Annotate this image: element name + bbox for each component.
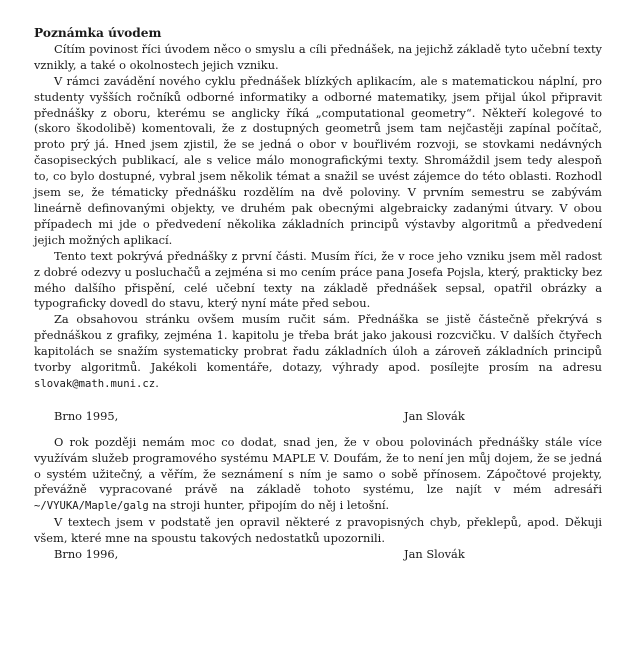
contact-text: Za obsahovou stránku ovšem musím ručit sám. Přednáška se jistě částečně překrývá s přednáškou z grafiky, zejména 1. kapitolu je třeba brát jako jakousi rozcvičku. V dalších čtyřech kapitolách se snažím systematicky probrat řadu základních úloh a zároveň základních principů tvorby algoritmů. Jakékoli komentáře, dotazy, výhrady apod. posílejte prosím na adresu: [34, 312, 602, 375]
intro-paragraph-3: Tento text pokrývá přednášky z první části. Musím říci, že v roce jeho vzniku jsem měl radost z dobré odezvy u posluchačů a zejména si mo cením práce pana Josefa Pojsla, který, prakticky bez mého dalšího přispění, celé učební texty na základě přednášek sepsal, opatřil obrázky a typograficky dovedl do stavu, který nyní máte před sebou.: [34, 248, 602, 311]
maple-text-b: na stroji hunter, připojím do něj i letošní.: [148, 498, 390, 513]
email-address: slovak@math.muni.cz: [34, 377, 156, 390]
signature-author: Jan Slovák: [404, 408, 465, 423]
signature-1995: [34, 409, 602, 425]
preface-page: [34, 26, 602, 563]
signature-1996: [34, 547, 602, 563]
maple-paragraph: [34, 435, 602, 516]
intro-paragraph-1: Cítím povinost říci úvodem něco o smyslu a cíli přednášek, na jejichž základě tyto učební texty vznikly, a také o okolnostech jejich vzniku.: [34, 41, 602, 72]
signature-place: Brno 1995,: [54, 408, 119, 423]
signature-place: Brno 1996,: [54, 547, 119, 562]
signature-author: Jan Slovák: [404, 547, 465, 562]
contact-paragraph: [34, 312, 602, 393]
maple-text-a: O rok později nemám moc co dodat, snad jen, že v obou polovinách přednášky stále více využívám služeb programového systému MAPLE V. Doufám, že to není jen můj dojem, že se jedná o systém užitečný, a věřím, že seznámení s ním je samo o sobě přínosem. Zápočtové projekty, převážně vypracované právě na základě tohoto systému, lze najít v mém adresáři: [34, 434, 602, 497]
contact-end: .: [155, 375, 159, 390]
thanks-paragraph: V textech jsem v podstatě jen opravil některé z pravopisných chyb, překlepů, apod. Děkuji všem, které mne na spoustu takových nedostatků upozornili.: [34, 515, 602, 546]
intro-paragraph-2: V rámci zavádění nového cyklu přednášek blízkých aplikacím, ale s matematickou náplní, pro studenty vyšších ročníků odborné informatiky a odborné matematiky, jsem přijal úkol připravit přednášky z oboru, kterému se anglicky říká „computational geometry“. Někteří kolegové to (skoro škodolibě) komentovali, že z dostupných geometrů jsem tam nejčastěji zapínal počítač, proto prý já. Hned jsem zjistil, že se jedná o obor v bouřlivém rozvoji, se stovkami nedávných časopiseckých publikací, ale s velice málo monografickými texty. Shromáždil jsem tedy alespoň to, co bylo dostupné, vybral jsem několik témat a snažil se uvést zájemce do této oblasti. Rozhodl jsem se, že tématicky přednášku rozdělím na dvě poloviny. V prvním semestru se zabývám lineárně definovanými objekty, ve druhém pak obecnými algebraicky zadanými útvary. V obou případech mi jde o předvedení několika základních principů výstavby algoritmů a předvedení jejich možných aplikací.: [34, 73, 602, 247]
directory-path: ~/VYUKA/Maple/galg: [34, 500, 149, 513]
page-title: Poznámka úvodem: [34, 26, 162, 40]
